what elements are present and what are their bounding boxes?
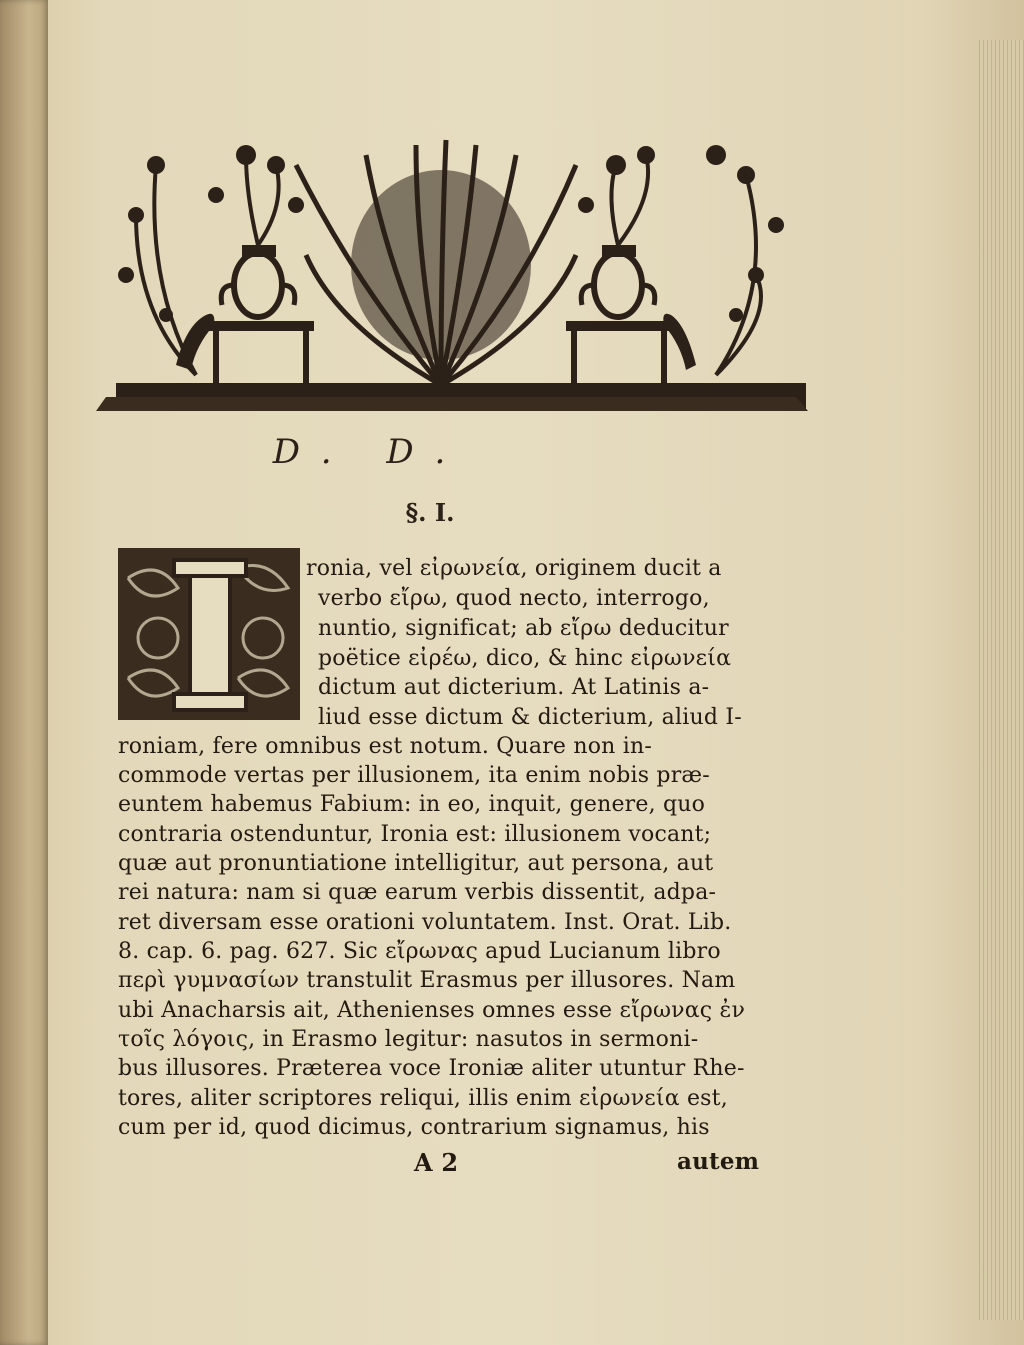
text-line: euntem habemus Fabium: in eo, inquit, genere, quo <box>118 792 706 817</box>
text-line: tores, aliter scriptores reliqui, illis enim εἰρωνεία est, <box>118 1086 728 1111</box>
text-line: verbo εἴρω, quod necto, interrogo, <box>318 586 710 611</box>
text-line: dictum aut dicterium. At Latinis a- <box>318 675 710 700</box>
text-line: bus illusores. Præterea voce Ironiæ aliter utuntur Rhe- <box>118 1056 745 1081</box>
text-line: quæ aut pronuntiatione intelligitur, aut persona, aut <box>118 851 714 876</box>
section-number: §. I. <box>405 498 455 527</box>
text-line: τοῖς λόγοις, in Erasmo legitur: nasutos in sermoni- <box>118 1027 699 1052</box>
page-edges <box>976 40 1024 1320</box>
text-line: poëtice εἰρέω, dico, & hinc εἰρωνεία <box>318 646 732 671</box>
text-line: 8. cap. 6. pag. 627. Sic εἴρωνας apud Lucianum libro <box>118 939 721 964</box>
text-line: commode vertas per illusionem, ita enim nobis præ- <box>118 763 710 788</box>
signature-mark: A 2 <box>414 1148 459 1177</box>
text-line: ubi Anacharsis ait, Athenienses omnes esse εἴρωνας ἐν <box>118 998 746 1023</box>
text-line: nuntio, significat; ab εἴρω deducitur <box>318 616 729 641</box>
text-line: ret diversam esse orationi voluntatem. Inst. Orat. Lib. <box>118 910 732 935</box>
book-gutter <box>0 0 48 1345</box>
initial-letter-ornament <box>118 548 300 720</box>
text-line: ronia, vel εἰρωνεία, originem ducit a <box>306 556 722 581</box>
text-line: cum per id, quod dicimus, contrarium signamus, his <box>118 1115 710 1140</box>
headpiece-ornament <box>96 135 808 420</box>
catchword: autem <box>677 1148 760 1175</box>
text-line: περὶ γυμνασίων transtulit Erasmus per illusores. Nam <box>118 968 736 993</box>
text-line: contraria ostenduntur, Ironia est: illusionem vocant; <box>118 822 712 847</box>
text-line: rei natura: nam si quæ earum verbis dissentit, adpa- <box>118 880 717 905</box>
dedication-heading: D. D. <box>272 432 468 472</box>
text-line: liud esse dictum & dicterium, aliud I- <box>318 705 742 730</box>
text-line: roniam, fere omnibus est notum. Quare non in- <box>118 734 652 759</box>
